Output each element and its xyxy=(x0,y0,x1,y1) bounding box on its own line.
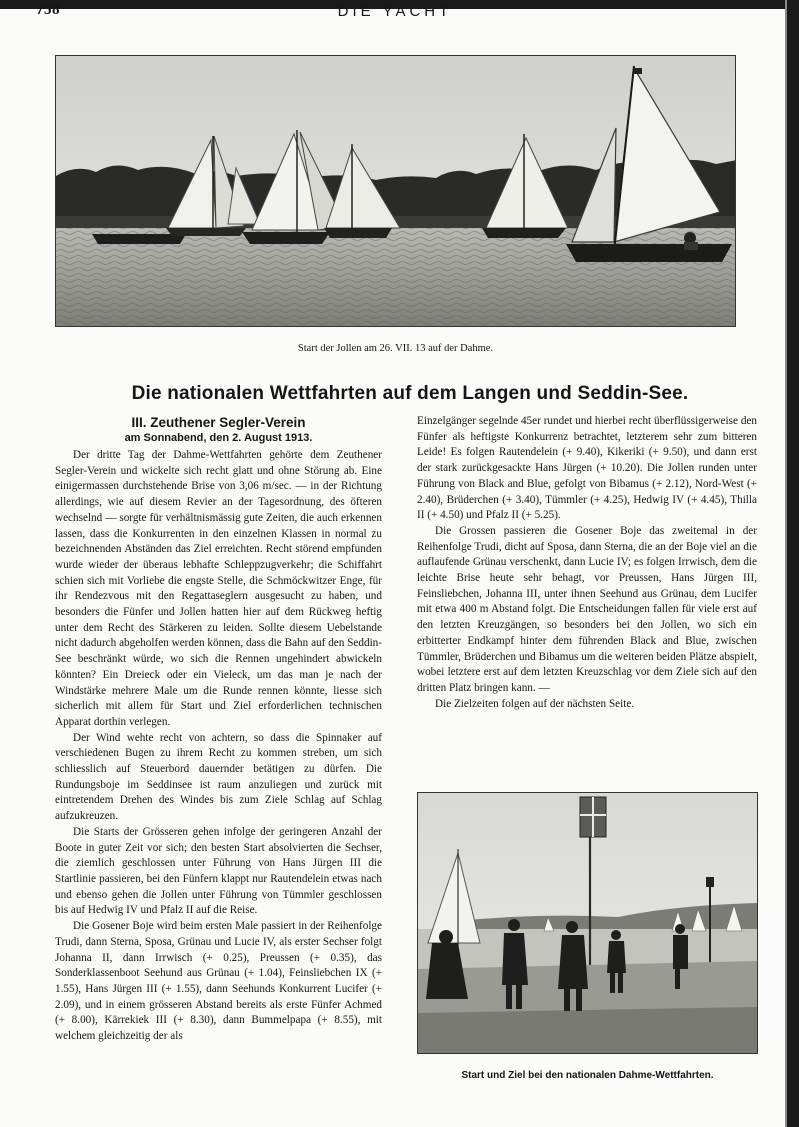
paragraph: Die Gosener Boje wird beim ersten Male passiert in der Reihenfolge Trudi, dann Sterna, Sposa, Grünau und Lucie IV, als erster Sechser folgt Johanna II, dann Irrwisch (+ 0.25), Preussen (+ 0.35), das Sonderklassenboot Seehund aus Grünau (+ 1.04), Feinsliebchen IX (+ 1.55), Hans Jürgen III (+ 1.55), dann Seehunds Konkurrent Lucifer (+ 2.09), und in einem grösseren Abstand bereits als erste Fünfer Achmed (+ 8.00), Kärrekiek III (+ 8.30), dann Bummelpapa (+ 8.55), mit welchem gleichzeitig der als xyxy=(55,920,382,1043)
section-subtitle: am Sonnabend, den 2. August 1913. xyxy=(124,432,313,444)
article-headline: Die nationalen Wettfahrten auf dem Langen und Seddin-See. xyxy=(131,383,689,404)
photo-caption-bottom: Start und Ziel bei den nationalen Dahme-Wettfahrten. xyxy=(461,1070,714,1081)
paragraph: Der Wind wehte recht von achtern, so dass die Spinnaker auf verschiedenen Bugen zu ihrem Recht zu kommen streben, um sich schliesslich auf Steuerbord dauernder betätigen zu dürfen. Die Rundungsboje im Seddinsee ist raum anzuliegen und zurück mit eintretendem Drehen des Windes bis zum Ziele Schlag auf Schlag aufzukreuzen. xyxy=(55,731,382,823)
paragraph: Die Starts der Grösseren gehen infolge der geringeren Anzahl der Boote in guter Zeit vor sich; den besten Start absolvierten die Sechser, die ziemlich geschlossen unter Führung von Hans Jürgen III die Startlinie passieren, bei den Fünfern klappt nur Rautendelein etwas nach und ebenso gehen die Jollen unter Führung von Tümmler geschlossen bis auf Hedwig IV und Pfalz II auf die Reise. xyxy=(55,825,382,917)
paragraph: Der dritte Tag der Dahme-Wettfahrten gehörte dem Zeuthener Segler-Verein und wickelte sich recht glatt und ohne Störung ab. Eine einigermassen durchstehende Brise von 3,06 m/sec. — in der Richtung allerdings, wie auf diesem Revier an der Tagesordnung, des öfteren wechselnd — sorgte für verhältnismässig gute Zeiten, die auch erkennen lassen, dass die Konkurrenten in den einzelnen Klassen in normal zu bezeichnenden Abständen das Ziel erreichten. Recht störend empfunden wurde wieder der überaus lebhafte Schleppzugverkehr; die Schiffahrt schien sich mit Vorliebe die engste Stelle, die Schmöckwitzer Enge, für ihr Rendezvous mit den Regattaseglern ausgesucht zu haben, und besonders die Fünfer und Jollen hatten hier auf dem Rückweg heftig unter dem Recht des Stärkeren zu leiden. Sollte diesem Uebelstande nicht dadurch abgeholfen werden können, dass die Bahn auf den Seddin-See beschränkt würde, wo sich die Rennen ungehindert abwickeln könnten? Ein Dreieck oder ein Vieleck, um das man je nach der Windstärke mehrere Male um die Runde rennen könnte, liesse sich sicherlich mit allem für Start und Ziel erforderlichen technischen Apparat dorthin verlegen. xyxy=(55,449,382,728)
paragraph: Die Zielzeiten folgen auf der nächsten Seite. xyxy=(435,697,635,710)
photo-sailing-start xyxy=(55,55,736,327)
left-column xyxy=(55,414,382,1045)
paragraph: Die Grossen passieren die Gosener Boje das zweitemal in der Reihenfolge Trudi, dicht auf Sposa, dann Sterna, die an der Boje viel an die auflaufende Grünau verschenkt, dann Lucie IV; es folgen Irrwisch, dem die leichte Brise heute sehr behagt, vor Preussen, Hans Jürgen III, Feinsliebchen, Johanna III, unter ihnen Seehund aus Grünau, dem Lucifer mit etwa 400 m Abstand folgt. Die Entscheidungen fallen für viele erst auf den letzten Kreuzgängen, so besonders bei den Jollen, wo sich ein erbitterter Endkampf hinter dem führenden Black and Blue, zwischen Tümmler, Brüderchen und Bibamus um die weiteren beiden Plätze abspielt, wobei letztere erst auf dem letzten Kreuzschlag vor dem Ziele sich auf den dritten Platz bringen kann. — xyxy=(417,524,757,694)
section-title: III. Zeuthener Segler-Verein xyxy=(131,415,306,430)
photo-start-finish xyxy=(417,792,758,1054)
right-column xyxy=(417,414,757,712)
page-number: 758 xyxy=(36,2,60,18)
photo-caption-top: Start der Jollen am 26. VII. 13 auf der Dahme. xyxy=(297,343,494,354)
paragraph: Einzelgänger segelnde 45er rundet und hierbei recht überflüssigerweise den Fünfer als heftigste Konkurrenz betrachtet, letzterem sehr zum bitteren Leide! Es folgen Rautendelein (+ 9.40), Kikeriki (+ 9.50), und dann erst der stark zurückgesackte Hans Jürgen (+ 10.20). Die Jollen runden unter Führung von Black and Blue, gefolgt von Bibamus (+ 2.12), Nord-West (+ 2.40), Brüderchen (+ 3.40), Tümmler (+ 4.25), Hedwig IV (+ 4.45), Thilla II (+ 4.50) und Pfalz II (+ 5.25). xyxy=(417,415,757,522)
photo-sailing-start-image xyxy=(56,56,736,327)
photo-start-finish-image xyxy=(418,793,758,1054)
running-head: DIE YACHT xyxy=(337,3,453,20)
scan-border-right xyxy=(787,0,799,1127)
